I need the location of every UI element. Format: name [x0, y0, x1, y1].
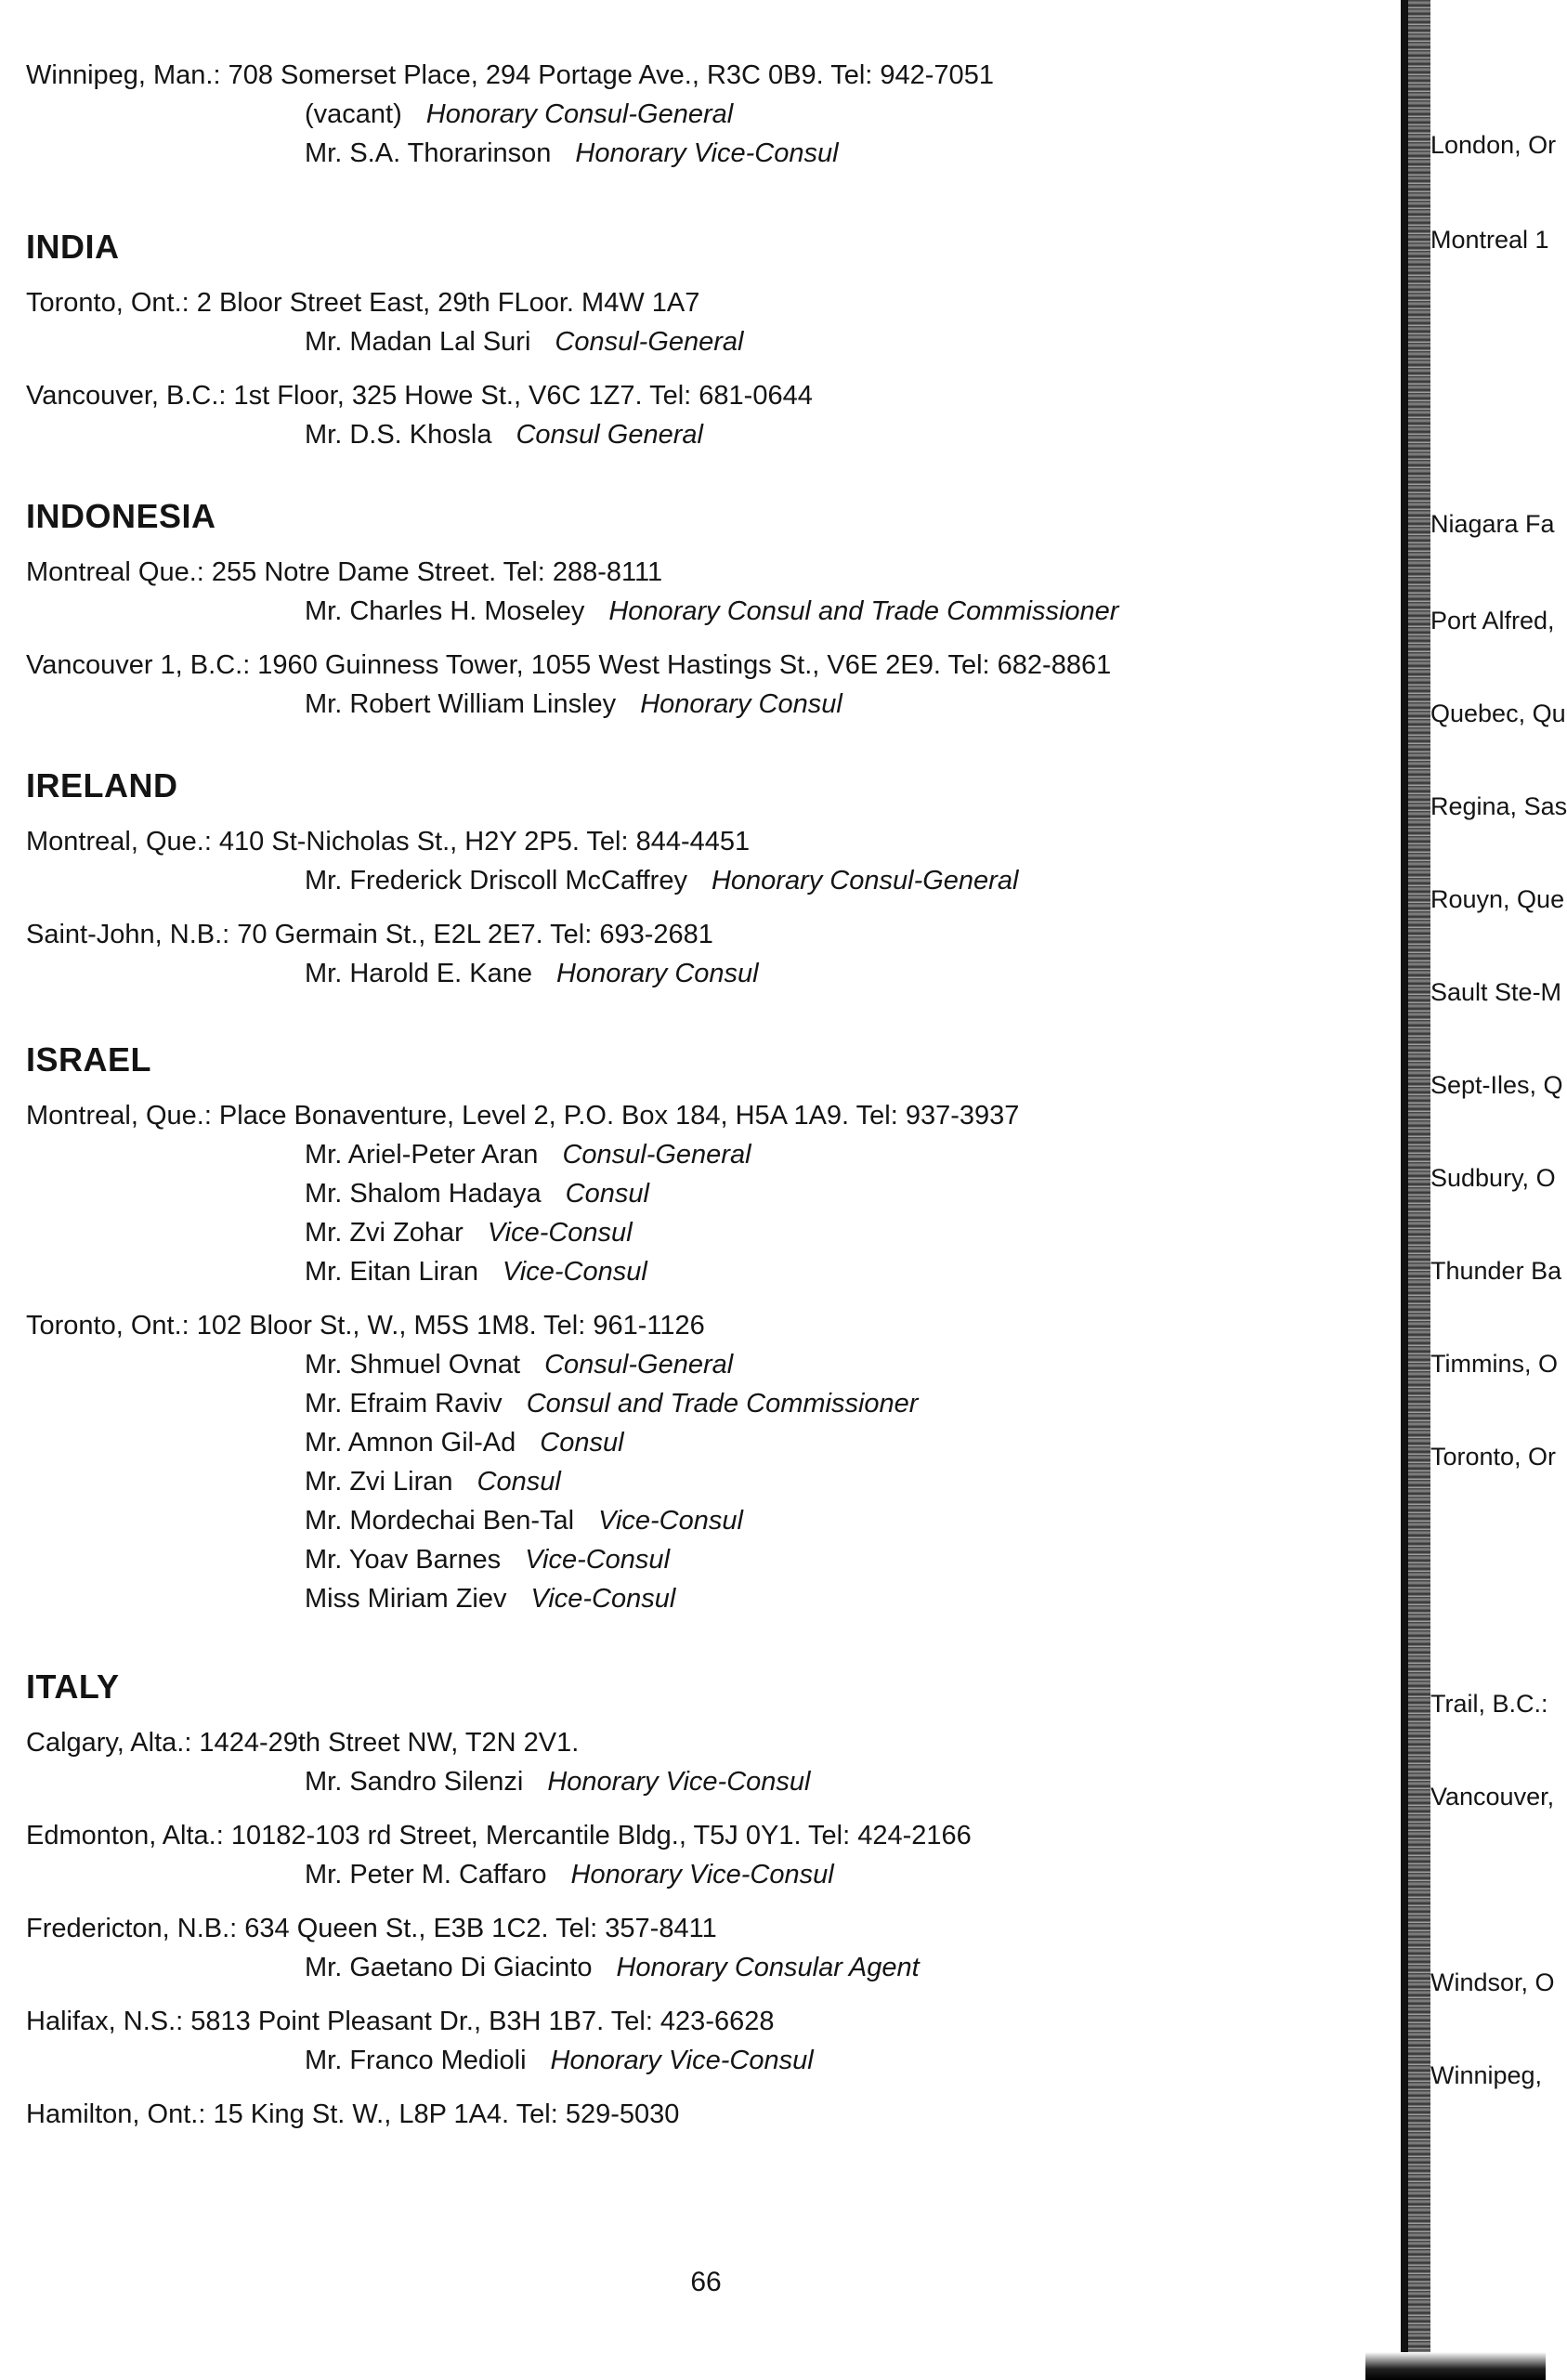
edge-text-fragment: Windsor, O	[1430, 1968, 1555, 1996]
consulate-address: Halifax, N.S.: 5813 Point Pleasant Dr., B3H 1B7. Tel: 423-6628	[26, 2007, 775, 2036]
consulate-address: Toronto, Ont.: 102 Bloor St., W., M5S 1M8. Tel: 961-1126	[26, 1311, 705, 1340]
official-name: Mr. Yoav Barnes	[305, 1545, 502, 1575]
official-row	[26, 1579, 1019, 1618]
official-title: Vice-Consul	[487, 1218, 633, 1248]
official-title: Consul-General	[562, 1140, 751, 1170]
official-name: Mr. Peter M. Caffaro	[305, 1860, 547, 1890]
official-row	[26, 954, 1018, 993]
consulate-entry	[26, 915, 1018, 993]
official-name: (vacant)	[305, 99, 402, 129]
official-title: Honorary Consul and Trade Commissioner	[608, 596, 1119, 626]
consulate-entry	[26, 283, 813, 361]
official-row	[26, 1948, 972, 1987]
official-name: Mr. Charles H. Moseley	[305, 596, 585, 626]
edge-text-fragment: Toronto, Or	[1430, 1443, 1557, 1471]
official-name: Mr. Gaetano Di Giacinto	[305, 1953, 593, 1982]
consulate-address: Toronto, Ont.: 2 Bloor Street East, 29th FLoor. M4W 1A7	[26, 288, 700, 318]
official-row	[26, 134, 994, 173]
official-name: Mr. Eitan Liran	[305, 1257, 478, 1287]
official-title: Vice-Consul	[525, 1545, 671, 1575]
official-name: Mr. Shmuel Ovnat	[305, 1350, 521, 1380]
edge-text-fragment: Regina, Sas	[1430, 792, 1567, 820]
official-title: Honorary Vice-Consul	[550, 2046, 814, 2075]
official-title: Consul-General	[544, 1350, 734, 1380]
official-title: Consul and Trade Commissioner	[526, 1389, 919, 1419]
official-title: Honorary Consul	[640, 689, 842, 719]
official-name: Miss Miriam Ziev	[305, 1584, 507, 1614]
book-binding	[1408, 0, 1430, 2380]
country-section	[26, 228, 813, 469]
edge-text-fragment: Sept-Iles, Q	[1430, 1071, 1563, 1099]
consulate-address: Montreal, Que.: 410 St-Nicholas St., H2Y 2P5. Tel: 844-4451	[26, 827, 751, 857]
consulate-entry	[26, 2095, 972, 2134]
official-name: Mr. Amnon Gil-Ad	[305, 1428, 516, 1458]
consulate-entry	[26, 56, 994, 173]
consulate-address: Hamilton, Ont.: 15 King St. W., L8P 1A4. Tel: 529-5030	[26, 2099, 680, 2129]
official-name: Mr. Sandro Silenzi	[305, 1767, 524, 1797]
official-name: Mr. Efraim Raviv	[305, 1389, 503, 1419]
consulate-entry	[26, 1816, 972, 1894]
page-curl	[1365, 2352, 1546, 2380]
country-section	[26, 766, 1018, 1008]
official-title: Vice-Consul	[598, 1506, 743, 1536]
official-row	[26, 685, 1118, 724]
country-heading: ITALY	[26, 1667, 120, 1706]
edge-text-fragment: Sault Ste-M	[1430, 978, 1562, 1006]
official-title: Honorary Consul-General	[425, 99, 734, 129]
country-heading: ISRAEL	[26, 1040, 152, 1079]
official-name: Mr. Franco Medioli	[305, 2046, 527, 2075]
consulate-entry	[26, 553, 1118, 631]
official-row	[26, 415, 813, 454]
official-row	[26, 1384, 1019, 1423]
official-title: Consul	[477, 1467, 561, 1497]
official-name: Mr. Shalom Hadaya	[305, 1179, 542, 1209]
official-name: Mr. Robert William Linsley	[305, 689, 617, 719]
official-name: Mr. Madan Lal Suri	[305, 327, 531, 357]
official-name: Mr. S.A. Thorarinson	[305, 138, 552, 168]
official-title: Vice-Consul	[502, 1257, 647, 1287]
official-title: Honorary Consular Agent	[616, 1953, 920, 1982]
official-row	[26, 1174, 1019, 1213]
consulate-entry	[26, 1096, 1019, 1291]
official-row	[26, 1135, 1019, 1174]
official-row	[26, 1213, 1019, 1252]
country-heading: IRELAND	[26, 766, 178, 804]
official-row	[26, 1501, 1019, 1540]
country-section	[26, 56, 994, 188]
page-number: 66	[690, 2267, 722, 2297]
country-heading: INDIA	[26, 228, 120, 266]
edge-text-fragment: London, Or	[1430, 131, 1557, 159]
edge-text-fragment: Sudbury, O	[1430, 1164, 1556, 1192]
official-title: Honorary Vice-Consul	[547, 1767, 811, 1797]
edge-text-fragment: Thunder Ba	[1430, 1257, 1562, 1285]
official-row	[26, 1540, 1019, 1579]
edge-text-fragment: Montreal 1	[1430, 226, 1549, 254]
binding-shadow	[1401, 0, 1408, 2380]
official-title: Vice-Consul	[530, 1584, 676, 1614]
official-name: Mr. Zvi Liran	[305, 1467, 453, 1497]
official-row	[26, 1855, 972, 1894]
official-row	[26, 1252, 1019, 1291]
consulate-address: Winnipeg, Man.: 708 Somerset Place, 294 Portage Ave., R3C 0B9. Tel: 942-7051	[26, 60, 994, 90]
edge-text-fragment: Port Alfred,	[1430, 607, 1555, 634]
consulate-address: Calgary, Alta.: 1424-29th Street NW, T2N 2V1.	[26, 1728, 580, 1758]
consulate-entry	[26, 822, 1018, 900]
official-title: Honorary Vice-Consul	[570, 1860, 834, 1890]
official-title: Consul	[565, 1179, 649, 1209]
edge-text-fragment: Rouyn, Que	[1430, 885, 1565, 913]
consulate-address: Montreal, Que.: Place Bonaventure, Level 2, P.O. Box 184, H5A 1A9. Tel: 937-3937	[26, 1101, 1020, 1131]
official-row	[26, 322, 813, 361]
official-title: Consul General	[516, 420, 703, 450]
edge-text-fragment: Timmins, O	[1430, 1350, 1558, 1378]
official-row	[26, 95, 994, 134]
consulate-address: Edmonton, Alta.: 10182-103 rd Street, Mercantile Bldg., T5J 0Y1. Tel: 424-2166	[26, 1821, 972, 1850]
consulate-address: Montreal Que.: 255 Notre Dame Street. Tel: 288-8111	[26, 557, 663, 587]
country-section	[26, 1040, 1019, 1633]
consulate-address: Vancouver, B.C.: 1st Floor, 325 Howe St., V6C 1Z7. Tel: 681-0644	[26, 381, 813, 411]
edge-text-fragment: Quebec, Qu	[1430, 700, 1566, 727]
official-row	[26, 1345, 1019, 1384]
consulate-entry	[26, 2002, 972, 2080]
official-name: Mr. Harold E. Kane	[305, 959, 532, 988]
official-title: Honorary Consul-General	[711, 866, 1019, 896]
edge-text-fragment: Vancouver,	[1430, 1783, 1555, 1811]
official-row	[26, 1462, 1019, 1501]
official-name: Mr. D.S. Khosla	[305, 420, 492, 450]
edge-text-fragment: Trail, B.C.:	[1430, 1690, 1548, 1718]
official-row	[26, 1762, 972, 1801]
consulate-address: Vancouver 1, B.C.: 1960 Guinness Tower, 1055 West Hastings St., V6E 2E9. Tel: 682-8861	[26, 650, 1112, 680]
consulate-address: Fredericton, N.B.: 634 Queen St., E3B 1C2. Tel: 357-8411	[26, 1914, 717, 1943]
consulate-entry	[26, 376, 813, 454]
adjacent-page-edge	[1430, 0, 1567, 2380]
edge-text-fragment: Niagara Fa	[1430, 510, 1555, 538]
official-row	[26, 2041, 972, 2080]
official-row	[26, 592, 1118, 631]
official-name: Mr. Ariel-Peter Aran	[305, 1140, 539, 1170]
official-row	[26, 1423, 1019, 1462]
official-title: Consul-General	[555, 327, 744, 357]
official-title: Consul	[540, 1428, 624, 1458]
official-row	[26, 861, 1018, 900]
consulate-entry	[26, 1306, 1019, 1618]
official-name: Mr. Frederick Driscoll McCaffrey	[305, 866, 687, 896]
country-heading: INDONESIA	[26, 497, 216, 535]
consulate-entry	[26, 1723, 972, 1801]
edge-text-fragment: Winnipeg,	[1430, 2061, 1543, 2089]
official-name: Mr. Zvi Zohar	[305, 1218, 464, 1248]
consulate-address: Saint-John, N.B.: 70 Germain St., E2L 2E7. Tel: 693-2681	[26, 920, 713, 949]
consulate-entry	[26, 1909, 972, 1987]
consulate-entry	[26, 646, 1118, 724]
country-section	[26, 497, 1118, 739]
official-name: Mr. Mordechai Ben-Tal	[305, 1506, 575, 1536]
official-title: Honorary Consul	[556, 959, 759, 988]
country-section	[26, 1667, 972, 2149]
official-title: Honorary Vice-Consul	[575, 138, 839, 168]
